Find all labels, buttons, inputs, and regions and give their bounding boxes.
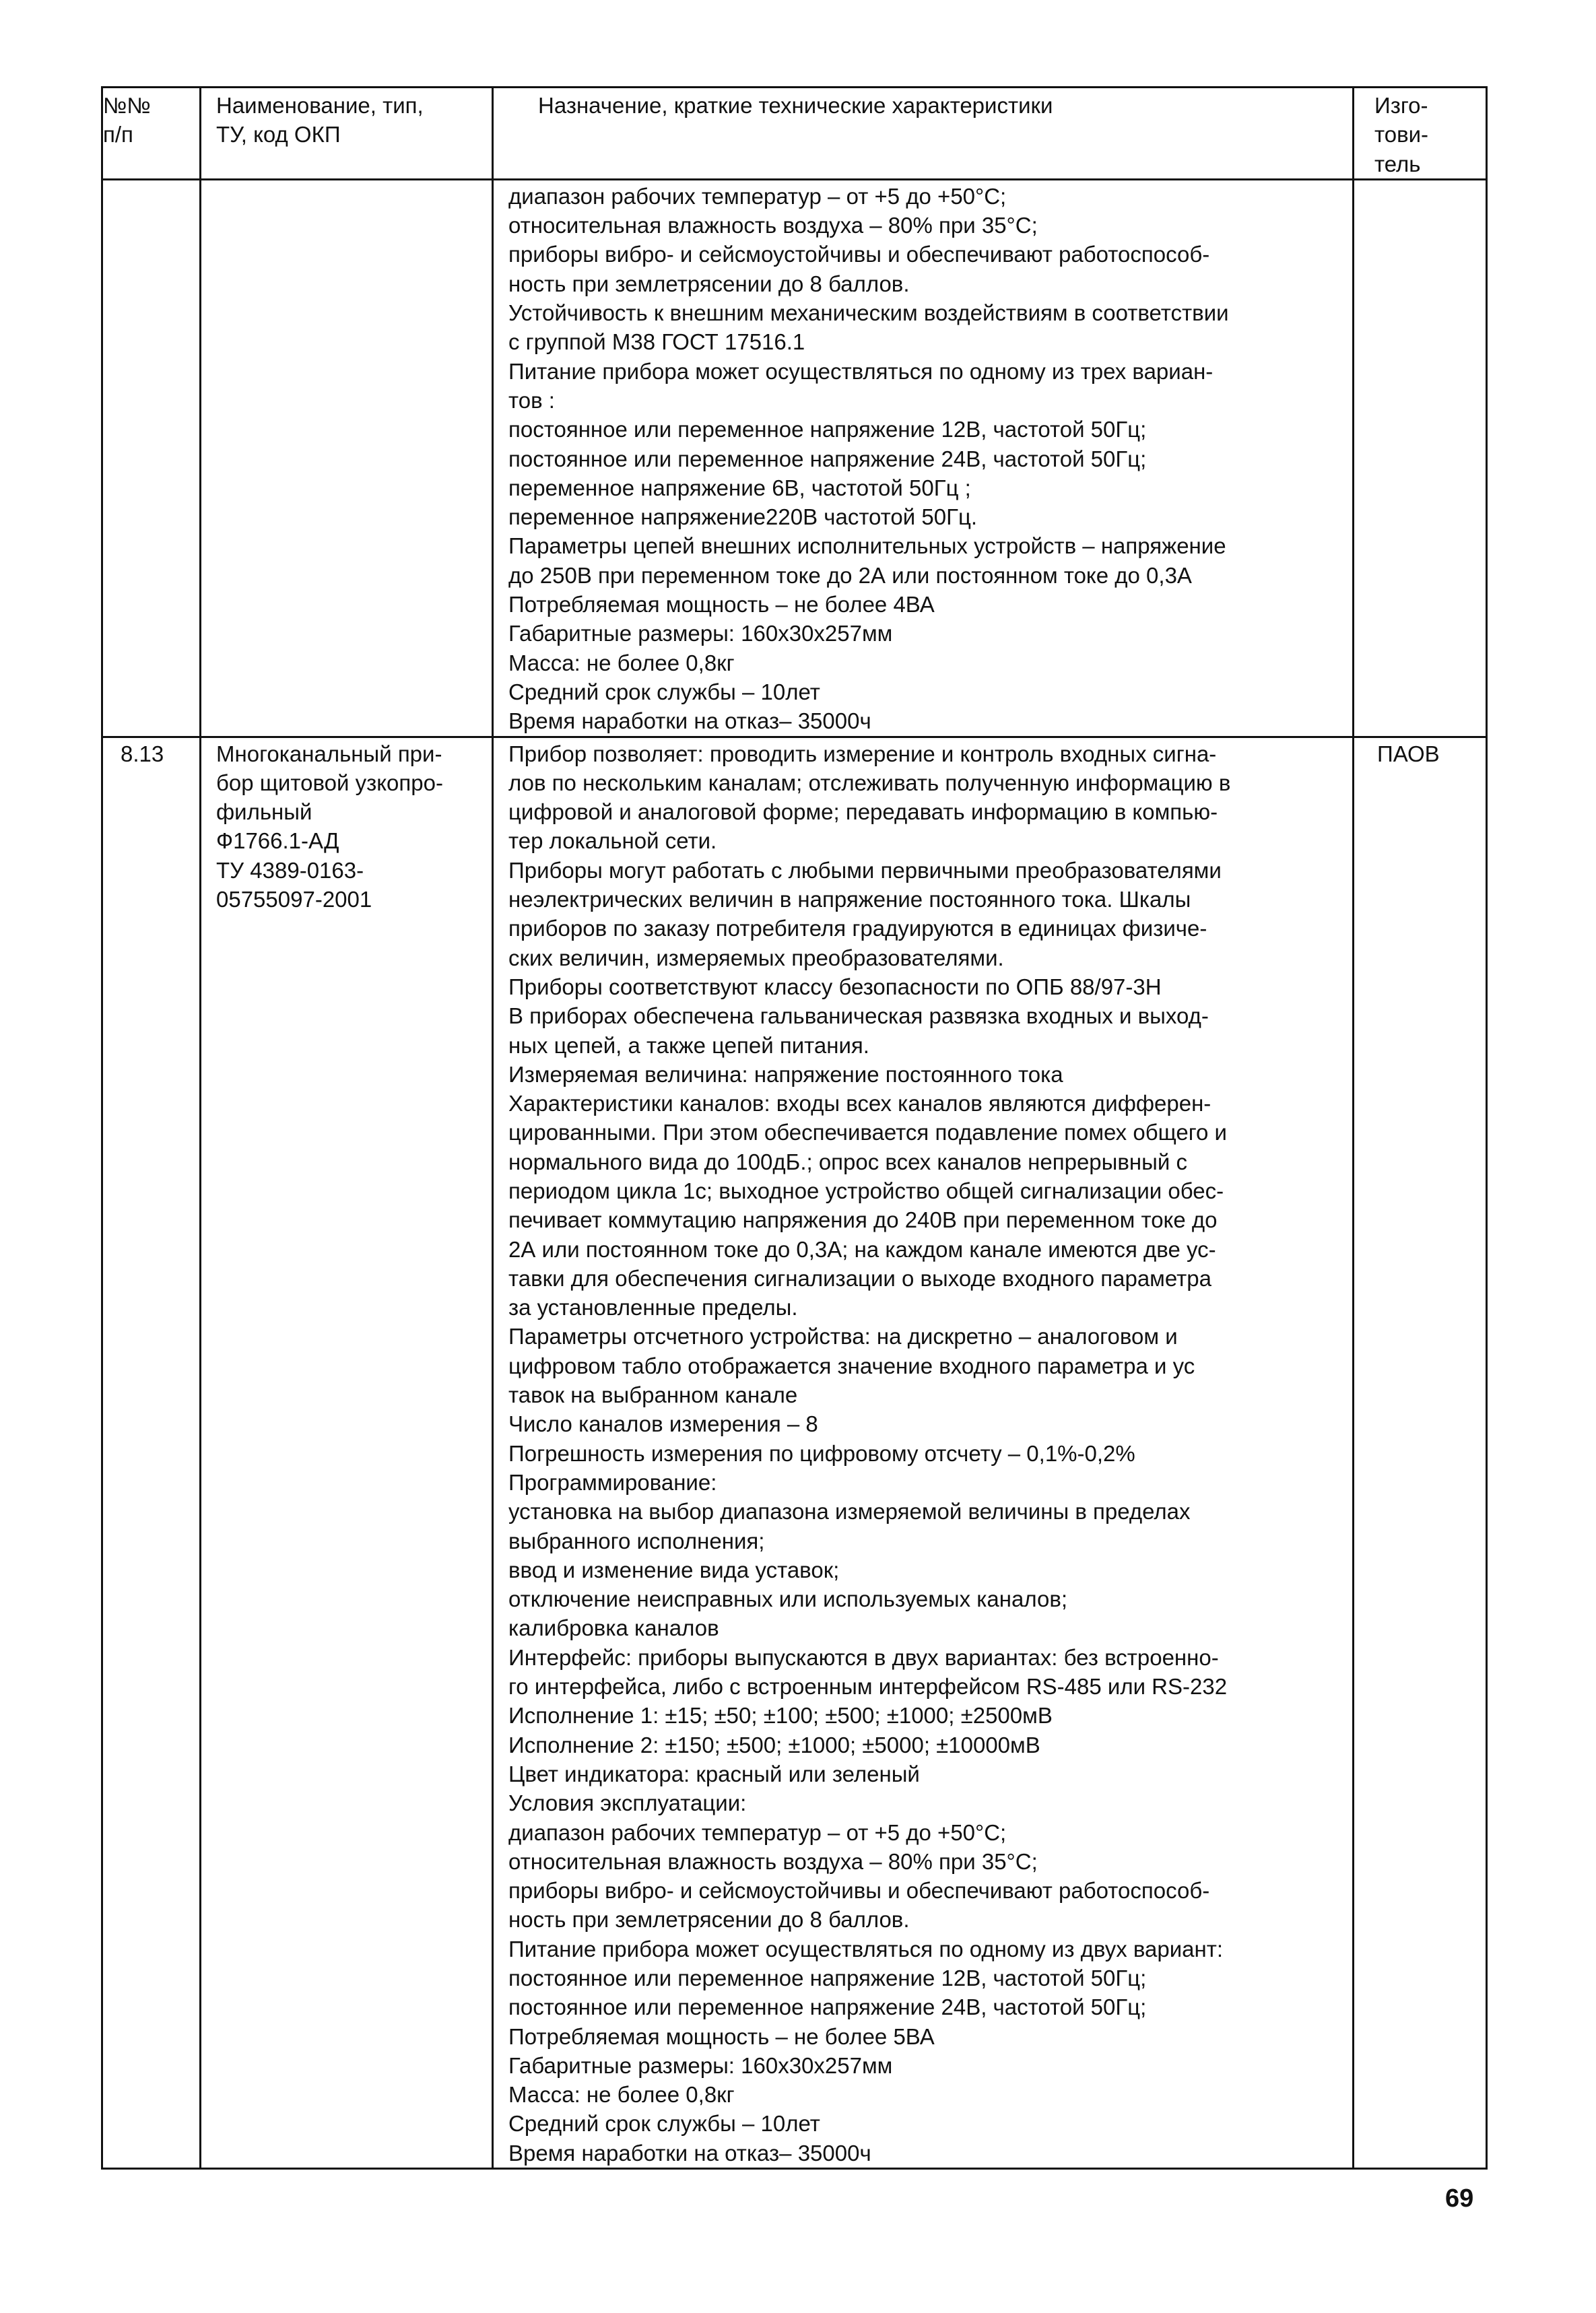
table-row	[102, 737, 1487, 2169]
name-line: 05755097-2001	[216, 887, 372, 912]
description-line: Цвет индикатора: красный или зеленый	[508, 1761, 920, 1786]
description-line: Прибор позволяет: проводить измерение и контроль входных сигна-	[508, 741, 1217, 766]
header-description	[493, 88, 1354, 180]
description-line: Приборы соответствуют классу безопасности по ОПБ 88/97-3Н	[508, 974, 1162, 999]
description-line: выбранного исполнения;	[508, 1528, 765, 1553]
row-name	[201, 737, 493, 2169]
description-line: Время наработки на отказ– 35000ч	[508, 708, 871, 734]
row-description	[493, 179, 1354, 737]
description-line: Условия эксплуатации:	[508, 1790, 747, 1816]
description-line: Интерфейс: приборы выпускаются в двух вариантах: без встроенно-	[508, 1644, 1219, 1670]
header-name	[201, 88, 493, 180]
description-line: цифровом табло отображается значение входного параметра и ус	[508, 1353, 1195, 1378]
description-line: Параметры цепей внешних исполнительных устройств – напряжение	[508, 533, 1226, 559]
description-line: Число каналов измерения – 8	[508, 1411, 818, 1437]
description-line: Приборы могут работать с любыми первичными преобразователями	[508, 857, 1222, 883]
table-header	[102, 88, 1487, 180]
description-line: Масса: не более 0,8кг	[508, 650, 735, 675]
description-line: тавки для обеспечения сигнализации о выходе входного параметра	[508, 1265, 1211, 1291]
description-line: постоянное или переменное напряжение 12В, частотой 50Гц;	[508, 1966, 1147, 1990]
description-line: Потребляемая мощность – не более 4ВА	[508, 592, 935, 617]
description-line: В приборах обеспечена гальваническая развязка входных и выход-	[508, 1003, 1209, 1029]
description-line: Средний срок службы – 10лет	[508, 679, 820, 704]
header-number-line: №№	[103, 93, 151, 118]
description-line: Время наработки на отказ– 35000ч	[508, 2140, 871, 2166]
description-line: нормального вида до 100дБ.; опрос всех каналов непрерывный с	[508, 1149, 1187, 1174]
header-description-line: Назначение, краткие технические характеристики	[538, 93, 1053, 118]
description-line: установка на выбор диапазона измеряемой величины в пределах	[508, 1499, 1191, 1524]
description-line: неэлектрических величин в напряжение постоянного тока. Шкалы	[508, 887, 1191, 912]
header-manufacturer-line: тови-	[1374, 122, 1429, 147]
specification-table	[101, 86, 1488, 2170]
description-line: приборы вибро- и сейсмоустойчивы и обеспечивают работоспособ-	[508, 242, 1210, 267]
table-body	[102, 179, 1487, 2168]
description-line: периодом цикла 1с; выходное устройство общей сигнализации обес-	[508, 1178, 1224, 1203]
description-line: переменное напряжение220В частотой 50Гц.	[508, 504, 978, 530]
header-number	[102, 88, 201, 180]
description-line: ность при землетрясении до 8 баллов.	[508, 1907, 910, 1933]
description-line: постоянное или переменное напряжение 24В, частотой 50Гц;	[508, 1994, 1147, 2020]
row-manufacturer: ПАОВ	[1354, 737, 1487, 2169]
description-line: диапазон рабочих температур – от +5 до +50°С;	[508, 1819, 1007, 1845]
description-line: калибровка каналов	[508, 1615, 719, 1641]
description-line: ных цепей, а также цепей питания.	[508, 1032, 869, 1058]
description-line: тер локальной сети.	[508, 828, 717, 854]
description-line: ность при землетрясении до 8 баллов.	[508, 271, 910, 296]
description-line: приборов по заказу потребителя градуируются в единицах физиче-	[508, 916, 1207, 941]
name-line: Ф1766.1-АД	[216, 828, 339, 854]
description-line: го интерфейса, либо с встроенным интерфейсом RS-485 или RS-232	[508, 1674, 1228, 1700]
description-line: ввод и изменение вида уставок;	[508, 1557, 840, 1582]
description-line: печивает коммутацию напряжения до 240В при переменном токе до	[508, 1207, 1218, 1233]
description-line: Характеристики каналов: входы всех каналов являются дифферен-	[508, 1091, 1211, 1116]
description-line: Погрешность измерения по цифровому отсчету – 0,1%-0,2%	[508, 1440, 1135, 1466]
name-line: ТУ 4389-0163-	[216, 857, 364, 883]
row-name	[201, 179, 493, 737]
name-line: фильный	[216, 799, 312, 825]
description-line: Габаритные размеры: 160х30х257мм	[508, 621, 893, 646]
description-line: переменное напряжение 6В, частотой 50Гц ;	[508, 475, 971, 500]
description-line: Устойчивость к внешним механическим воздействиям в соответствии	[508, 300, 1229, 326]
row-number	[102, 179, 201, 737]
description-line: приборы вибро- и сейсмоустойчивы и обеспечивают работоспособ-	[508, 1878, 1210, 1904]
header-manufacturer-line: Изго-	[1374, 93, 1428, 118]
row-number: 8.13	[102, 737, 201, 2169]
description-line: относительная влажность воздуха – 80% при 35°С;	[508, 213, 1038, 238]
description-line: лов по нескольким каналам; отслеживать полученную информацию в	[508, 770, 1231, 795]
description-line: Потребляемая мощность – не более 5ВА	[508, 2023, 935, 2049]
description-line: тавок на выбранном канале	[508, 1382, 798, 1408]
description-line: тов :	[508, 387, 555, 413]
description-line: относительная влажность воздуха – 80% при 35°С;	[508, 1848, 1038, 1874]
description-line: Исполнение 1: ±15; ±50; ±100; ±500; ±1000; ±2500мВ	[508, 1703, 1053, 1729]
description-line: с группой М38 ГОСТ 17516.1	[508, 329, 805, 355]
header-name-line: ТУ, код ОКП	[216, 122, 341, 147]
name-line: Многоканальный при-	[216, 741, 442, 766]
header-row	[102, 88, 1487, 180]
page-number: 69	[1445, 2184, 1474, 2213]
description-line: цифровой и аналоговой форме; передавать информацию в компью-	[508, 799, 1218, 825]
description-line: Программирование:	[508, 1469, 717, 1495]
row-manufacturer	[1354, 179, 1487, 737]
description-line: 2А или постоянном токе до 0,3А; на каждом канале имеются две ус-	[508, 1236, 1216, 1262]
description-line: Питание прибора может осуществляться по одному из двух вариант:	[508, 1936, 1224, 1962]
description-line: Питание прибора может осуществляться по одному из трех вариан-	[508, 358, 1213, 384]
description-line: ских величин, измеряемых преобразователями.	[508, 945, 1004, 970]
row-description	[493, 737, 1354, 2169]
description-line: постоянное или переменное напряжение 12В, частотой 50Гц;	[508, 417, 1147, 442]
description-line: Параметры отсчетного устройства: на дискретно – аналоговом и	[508, 1324, 1178, 1349]
description-line: до 250В при переменном токе до 2А или постоянном токе до 0,3А	[508, 562, 1192, 588]
header-manufacturer	[1354, 88, 1487, 180]
description-line: Исполнение 2: ±150; ±500; ±1000; ±5000; ±10000мВ	[508, 1732, 1040, 1757]
header-manufacturer-line: тель	[1374, 151, 1421, 176]
description-line: отключение неисправных или используемых каналов;	[508, 1586, 1068, 1612]
description-line: диапазон рабочих температур – от +5 до +50°С;	[508, 183, 1007, 209]
description-line: за установленные пределы.	[508, 1295, 798, 1320]
description-line: постоянное или переменное напряжение 24В, частотой 50Гц;	[508, 446, 1147, 471]
description-line: Средний срок службы – 10лет	[508, 2111, 820, 2137]
name-line: бор щитовой узкопро-	[216, 770, 443, 795]
table-row	[102, 179, 1487, 737]
description-line: Габаритные размеры: 160х30х257мм	[508, 2052, 893, 2078]
header-name-line: Наименование, тип,	[216, 93, 424, 118]
description-line: цированными. При этом обеспечивается подавление помех общего и	[508, 1120, 1227, 1145]
description-line: Масса: не более 0,8кг	[508, 2082, 735, 2108]
description-line: Измеряемая величина: напряжение постоянного тока	[508, 1061, 1063, 1087]
header-number-line: п/п	[103, 122, 133, 147]
